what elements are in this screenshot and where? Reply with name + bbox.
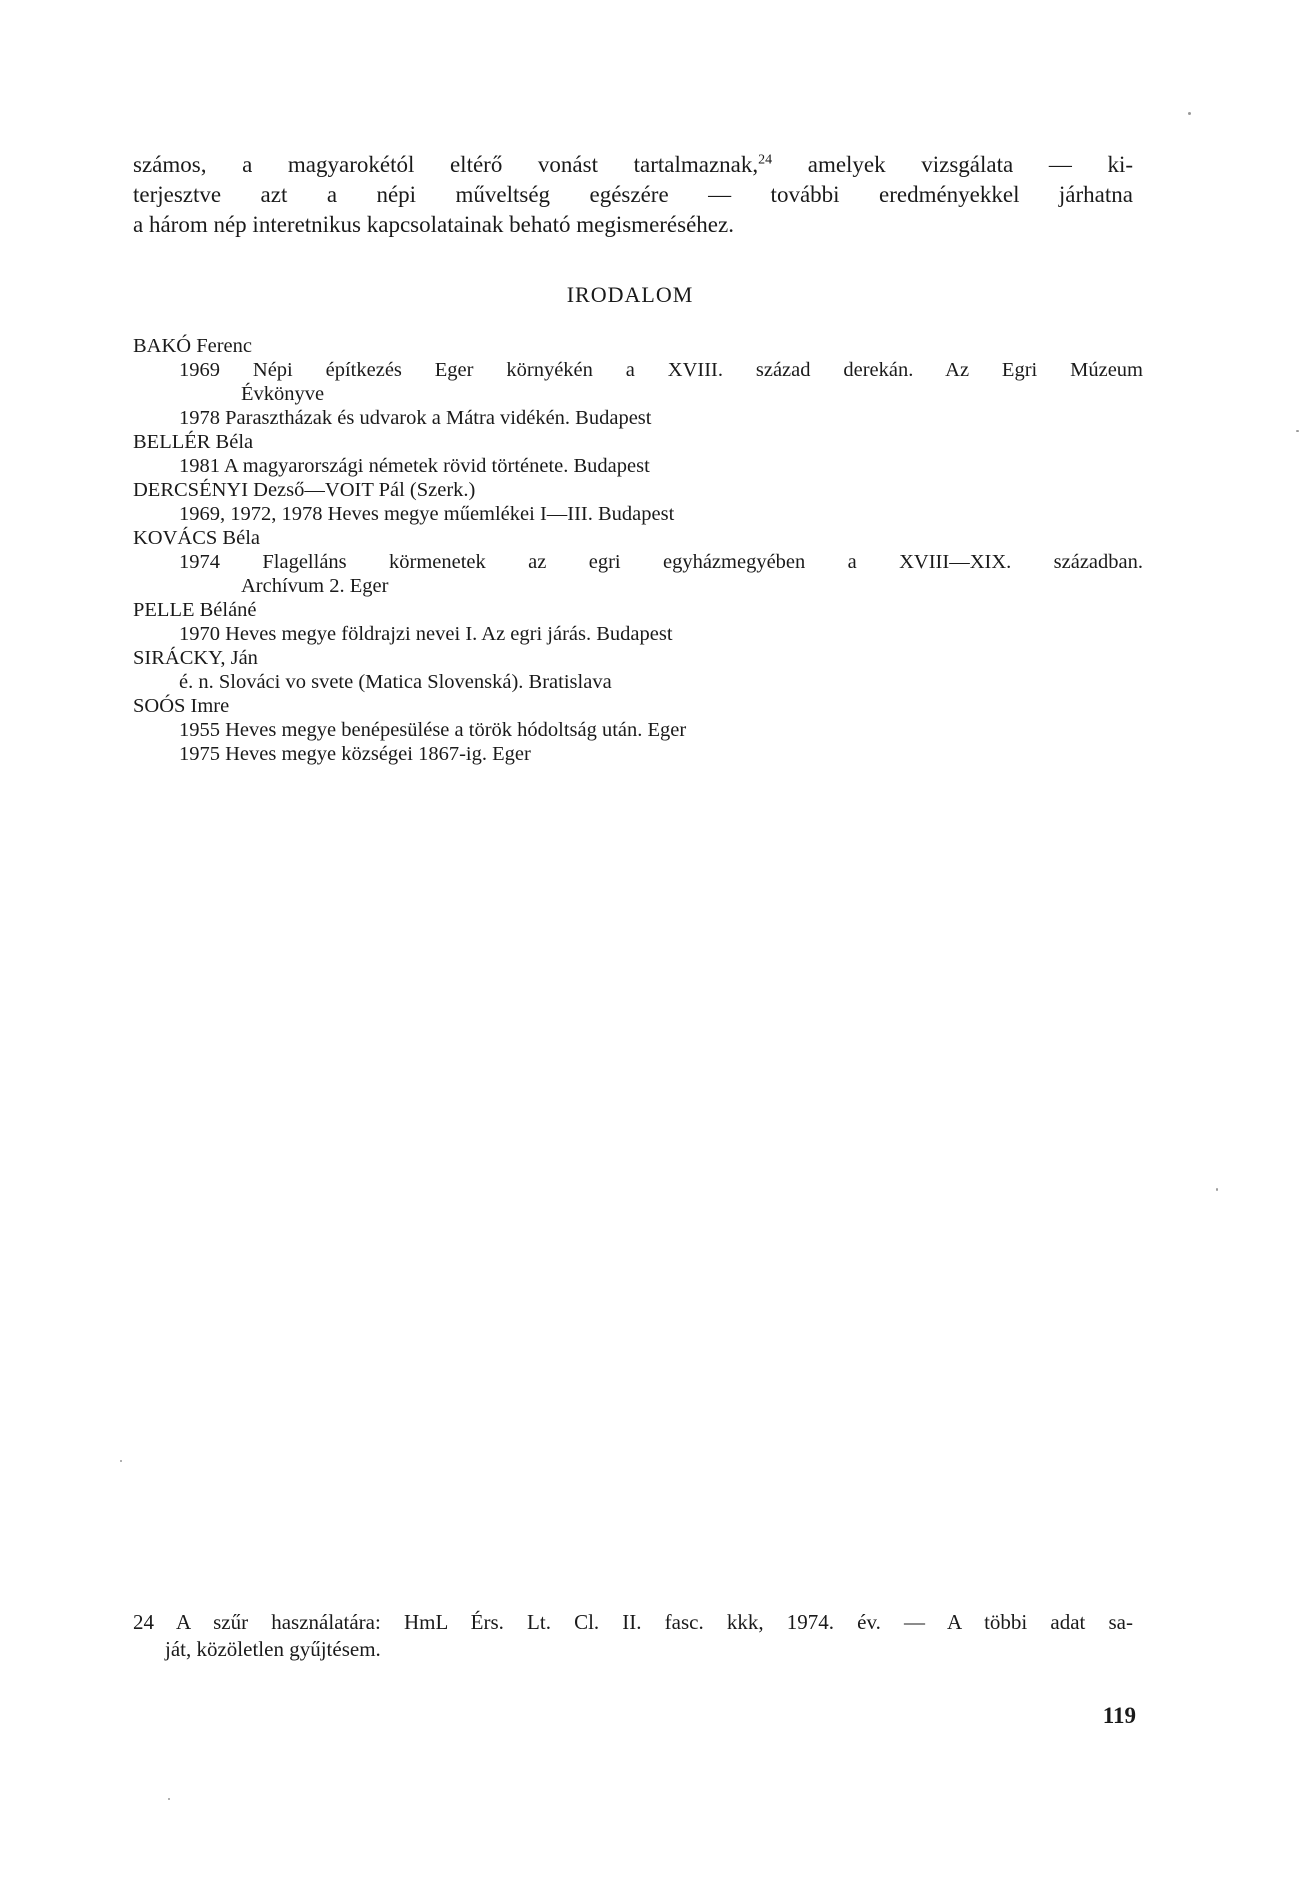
intro-text: számos, a magyarokétól eltérő vonást tartalmaznak, (133, 152, 759, 177)
intro-paragraph (133, 150, 1133, 240)
scan-speck (1296, 430, 1299, 432)
bibliography-line: é. n. Slováci vo svete (Matica Slovenská). Bratislava (179, 671, 612, 693)
bibliography-work (133, 502, 1143, 526)
page-number: 119 (1102, 1703, 1136, 1728)
bibliography-line: 1969 Népi építkezés Eger környékén a XVIII. század derekán. Az Egri Múzeum (179, 359, 1143, 381)
bibliography-work (133, 718, 1143, 742)
bibliography-line: 1969, 1972, 1978 Heves megye műemlékei I—III. Budapest (179, 503, 675, 525)
scan-speck (168, 1798, 170, 1800)
intro-line: a három nép interetnikus kapcsolatainak beható megismeréséhez. (133, 212, 734, 237)
bibliography-author: SOÓS Imre (133, 695, 230, 717)
footnote-line: 24 A szűr használatára: HmL Érs. Lt. Cl. II. fasc. kkk, 1974. év. — A többi adat sa- (133, 1610, 1133, 1634)
bibliography-author: SIRÁCKY, Ján (133, 647, 258, 669)
bibliography-work (133, 358, 1143, 406)
footnote (133, 1609, 1133, 1663)
scan-speck (1188, 112, 1191, 115)
bibliography-author: KOVÁCS Béla (133, 527, 260, 549)
scan-speck (120, 1460, 122, 1462)
bibliography-line: 1981 A magyarországi németek rövid története. Budapest (179, 455, 650, 477)
bibliography-line: 1978 Parasztházak és udvarok a Mátra vidékén. Budapest (179, 407, 652, 429)
bibliography-line: Archívum 2. Eger (241, 575, 389, 597)
section-heading: IRODALOM (566, 282, 694, 307)
bibliography-line: 1975 Heves megye községei 1867-ig. Eger (179, 743, 531, 765)
bibliography-work (133, 622, 1143, 646)
footnote-reference: 24 (758, 152, 773, 168)
bibliography-author: BELLÉR Béla (133, 431, 254, 453)
bibliography-list (133, 334, 1143, 766)
bibliography-author: DERCSÉNYI Dezső—VOIT Pál (Szerk.) (133, 479, 476, 501)
scan-speck (1216, 1188, 1218, 1191)
bibliography-line: Évkönyve (241, 383, 325, 405)
intro-line: terjesztve azt a népi műveltség egészére — további eredményekkel járhatna (133, 182, 1133, 207)
bibliography-line: 1970 Heves megye földrajzi nevei I. Az egri járás. Budapest (179, 623, 673, 645)
bibliography-author: PELLE Béláné (133, 599, 257, 621)
bibliography-author: BAKÓ Ferenc (133, 335, 252, 357)
intro-text: amelyek vizsgálata — ki- (772, 152, 1133, 177)
bibliography-line: 1955 Heves megye benépesülése a török hódoltság után. Eger (179, 719, 687, 741)
bibliography-line: 1974 Flagelláns körmenetek az egri egyházmegyében a XVIII—XIX. században. (179, 551, 1143, 573)
bibliography-work (133, 550, 1143, 598)
bibliography-work (133, 670, 1143, 694)
intro-line (133, 150, 1133, 180)
bibliography-work (133, 742, 1143, 766)
bibliography-work (133, 406, 1143, 430)
footnote-line: ját, közöletlen gyűjtésem. (165, 1637, 381, 1661)
bibliography-work (133, 454, 1143, 478)
